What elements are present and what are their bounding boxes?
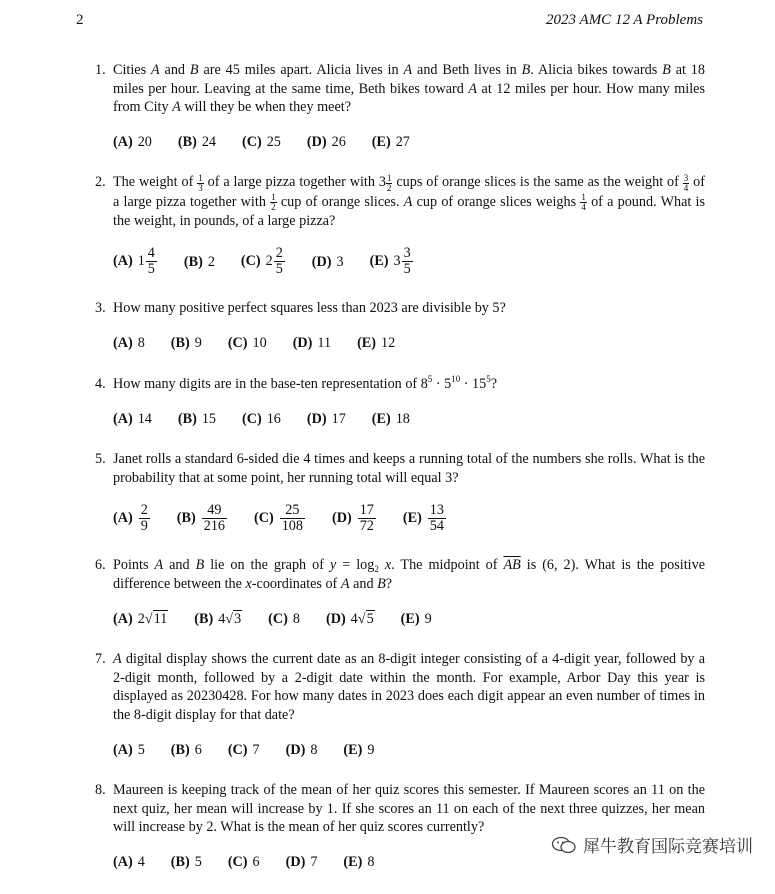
answer-choice [228,853,260,872]
answer-choice [242,133,281,152]
problem-text: Cities A and B are 45 miles apart. Alicia lives in A and Beth lives in B. Alicia bikes towards B at 18 miles per hour. Leaving at the same time, Beth bikes toward A at 12 miles per hour. How many miles from City A will they be when they meet? [113,62,705,115]
choice-value: 8 [137,335,145,352]
answer-choice [343,853,374,872]
choice-label: (C) [227,854,248,871]
problem-5 [95,450,705,534]
choice-label: (B) [170,335,190,352]
choice-value: 2 $\frac{2}{5}$ [265,245,283,278]
choice-label: (B) [170,854,190,871]
choice-label: (C) [268,610,288,627]
choice-label: (A) [113,133,133,150]
answer-choice [372,133,410,152]
problem-text: A digital display shows the current date as an 8-digit integer consisting of a 4-digit year, followed by a 2-digit month, followed by a 2-digit date within the month. For example, Arbor Day this year is displayed as 20230428. For how many dates in 2023 does each digit appear an even number of times in the 8-digit display for that date? [113,651,705,723]
choice-label: (A) [113,253,133,270]
choice-label: (E) [343,854,363,871]
choice-label: (A) [113,610,133,627]
choice-label: (C) [242,133,262,150]
choice-value: 17 [331,410,346,427]
choice-value: 8 [310,741,318,758]
problem-text: The weight of $\frac{1}{3}$ of a large pizza together with 3 $\frac{1}{2}$ cups of orange slices is the same as the weight of $\frac{3}{4}$ of a large pizza together with $\frac{1}{2}$ cup of orange slices. A cup of orange slices weighs $\frac{1}{4}$ of a pound. What is the weight, in pounds, of a large pizza? [113,172,706,229]
answer-choices [113,503,705,534]
choice-value: 20 [137,133,152,150]
choice-label: (A) [113,335,133,352]
answer-choices [113,133,705,152]
choice-label: (E) [400,610,420,627]
answer-choice [293,334,331,353]
choice-label: (B) [170,741,190,758]
problem-1 [95,61,705,151]
page-number: 2 [76,12,84,28]
problem-4 [95,375,705,428]
choice-value: 10 [252,335,267,352]
answer-choice [177,503,228,534]
answer-choice [171,741,202,760]
answer-choice [113,133,152,152]
problem-text: How many digits are in the base-ten representation of $8^5 \cdot 5^{10} \cdot 15^5$? [113,373,498,392]
watermark-text: 犀牛教育国际竞赛培训 [583,837,753,857]
answer-choice [312,253,344,272]
choice-value: 9 [194,335,202,352]
choice-label: (E) [371,410,391,427]
choice-value: 9 [424,610,432,627]
problem-number: 3. [95,300,106,317]
choice-value: 2√11 [137,610,168,627]
answer-choice [113,246,158,277]
answer-choice [242,410,281,429]
answer-choice [401,610,432,629]
answer-choice [241,246,286,277]
answer-choices [113,409,705,428]
problem-number: 1. [95,62,106,78]
choice-value: 26 [331,133,346,150]
choice-label: (D) [292,335,313,352]
page-header: 2023 AMC 12 A Problems [546,12,703,28]
problem-number: 6. [95,557,106,574]
answer-choice [286,741,318,760]
watermark [551,832,753,857]
choice-value: 16 [266,410,281,427]
choice-label: (D) [306,410,327,427]
answer-choice [113,853,145,872]
choice-value: 3 $\frac{3}{5}$ [393,245,411,278]
choice-label: (B) [183,253,203,270]
choice-label: (E) [402,510,422,527]
choice-label: (D) [285,741,306,758]
choice-value: 24 [201,133,216,150]
choice-value: $\frac{2}{9}$ [140,502,148,535]
answer-choice [370,246,414,277]
choice-value: 4√5 [350,610,374,627]
answer-choice [307,133,346,152]
answer-choice [178,410,216,429]
problem-text: Maureen is keeping track of the mean of her quiz scores this semester. If Maureen scores an 11 on the next quiz, her mean will increase by 1. If she scores an 11 on each of the next three quizzes, her mean will increase by 2. What is the mean of her quiz scores currently? [113,782,705,836]
problem-number: 2. [95,174,106,191]
answer-choice [326,610,375,629]
choice-value: 8 [367,854,375,871]
problem-text: Janet rolls a standard 6-sided die 4 times and keeps a running total of the numbers she rolls. What is the probability that at some point, her running total will equal 3? [113,451,705,486]
problem-number: 7. [95,651,106,668]
wechat-icon [551,835,577,855]
answer-choice [228,741,260,760]
answer-choice [184,253,215,272]
choice-value: 27 [395,133,410,150]
problem-text: How many positive perfect squares less than 2023 are divisible by 5? [113,300,506,317]
choice-value: 18 [395,410,410,427]
choice-value: 25 [266,133,281,150]
choice-label: (C) [242,410,262,427]
choice-value: 14 [137,410,152,427]
choice-label: (E) [357,335,376,352]
choice-label: (D) [311,253,332,270]
choice-value: 7 [252,741,260,758]
choice-value: 5 [137,741,145,758]
problem-number: 4. [95,375,106,392]
answer-choice [268,610,300,629]
problem-2 [95,173,705,277]
problem-number: 5. [95,451,106,468]
choice-value: 3 [336,253,344,270]
answer-choice [343,741,374,760]
choice-label: (B) [177,410,197,427]
choice-label: (B) [176,510,196,527]
choice-label: (A) [113,410,133,427]
answer-choice [286,853,318,872]
answer-choice [113,610,168,629]
choice-value: $\frac{49}{216}$ [203,502,225,535]
answer-choices [113,246,705,277]
choice-value: 2 [207,253,215,270]
choice-value: $\frac{17}{72}$ [359,502,374,535]
choice-value: 1 $\frac{4}{5}$ [137,245,155,278]
answer-choice [254,503,306,534]
answer-choice [113,741,145,760]
answer-choice [171,853,202,872]
choice-value: 6 [194,741,202,758]
answer-choices [113,740,705,759]
choice-value: 11 [317,335,332,352]
problem-list [95,61,705,894]
answer-choice [171,334,202,353]
choice-label: (C) [227,335,248,352]
choice-value: 12 [381,335,396,352]
choice-value: 4 [137,854,145,871]
choice-label: (B) [177,133,197,150]
choice-value: 15 [201,410,216,427]
choice-value: $\frac{25}{108}$ [281,502,303,535]
answer-choice [332,503,377,534]
answer-choice [357,334,395,353]
answer-choices [113,609,705,628]
choice-label: (D) [331,510,352,527]
choice-value: $\frac{13}{54}$ [429,502,444,535]
choice-label: (E) [371,133,391,150]
answer-choice [403,503,447,534]
choice-value: 8 [292,610,300,627]
choice-label: (A) [113,510,133,527]
problem-6 [95,556,705,628]
choice-label: (E) [343,741,363,758]
answer-choice [178,133,216,152]
problem-number: 8. [95,782,106,799]
problem-7 [95,650,705,759]
choice-label: (A) [113,741,133,758]
problem-3 [95,299,705,352]
answer-choice [113,503,151,534]
answer-choice [113,334,145,353]
choice-value: 4√3 [218,610,242,627]
choice-label: (E) [369,253,389,270]
choice-label: (C) [240,253,261,270]
problem-text: Points A and B lie on the graph of $y = \log_2 x$. The midpoint of $\overline{AB}$ is (6, 2). What is the positive difference between the x-coordinates of A and B? [113,557,706,592]
choice-value: 5 [194,854,202,871]
choice-value: 6 [252,854,260,871]
choice-label: (A) [113,854,133,871]
choice-label: (C) [227,741,248,758]
choice-label: (D) [325,610,346,627]
choice-label: (C) [254,510,274,527]
choice-label: (D) [306,133,327,150]
choice-value: 9 [367,741,375,758]
choice-label: (B) [194,610,214,627]
choice-label: (D) [285,854,306,871]
answer-choice [307,410,346,429]
answer-choice [228,334,267,353]
answer-choice [372,410,410,429]
answer-choices [113,334,705,353]
problem-8 [95,781,705,871]
choice-value: 7 [310,854,318,871]
answer-choice [194,610,242,629]
answer-choice [113,410,152,429]
